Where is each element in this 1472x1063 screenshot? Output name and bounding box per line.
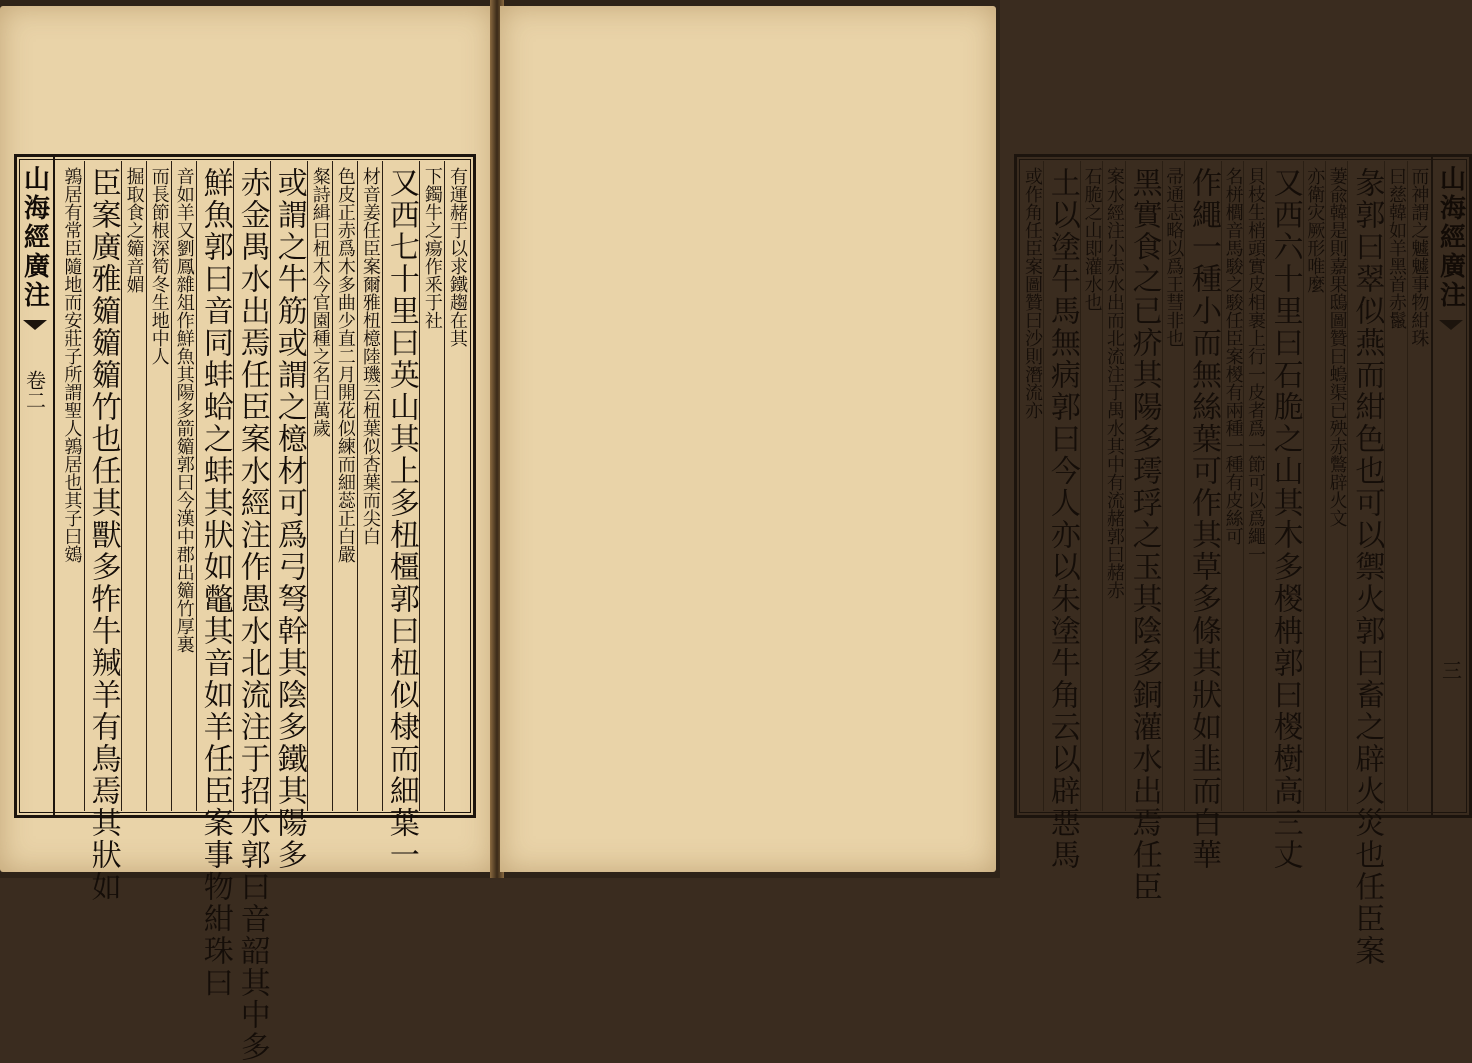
- folio-number: 三: [1438, 660, 1463, 680]
- text-column: [1043, 161, 1080, 871]
- text-column: [419, 161, 444, 811]
- text-column: [382, 161, 419, 871]
- right-page: [500, 6, 1466, 967]
- column-text: 或謂之牛筋或謂之檍材可爲弓弩幹其陰多鐵其陽多: [271, 167, 307, 871]
- text-column: [1125, 161, 1162, 903]
- column-text: 色皮正赤爲木多曲少直二月開花似練而細蕊正白嚴: [334, 167, 356, 563]
- text-column: [444, 161, 469, 811]
- left-text-columns: [59, 161, 469, 1063]
- left-text-frame: [14, 154, 476, 1063]
- left-book-title: 山海經廣注: [19, 165, 50, 310]
- column-text: 赤金禺水出焉任臣案水經注作愚水北流注于招水郭曰音韶其中多: [234, 167, 270, 1063]
- text-column: [196, 161, 233, 999]
- text-column: [1221, 161, 1243, 811]
- column-text: 案水經注小赤水出而北流注于禺水其中有流赭郭曰赭赤: [1103, 167, 1125, 599]
- column-text: 音如羊又劉鳳雜俎作鮮魚其陽多箭䉋郭曰今漢中郡出䉋竹厚裏: [173, 167, 195, 653]
- column-text: 或作角任臣案圖贊曰沙則潛流亦: [1021, 167, 1043, 419]
- column-text: 有運赭于以求鐵趨在其: [446, 167, 468, 347]
- column-text: 亦衛灾厥形唯麼: [1304, 167, 1326, 293]
- text-column: [121, 161, 146, 811]
- text-column: [1407, 161, 1429, 811]
- left-page: [0, 6, 494, 1063]
- column-text: 名栟櫚音馬駿之駿任臣案椶有兩種一種有皮絲可: [1222, 167, 1244, 545]
- column-text: 粲詩緝曰杻木今官園種之名曰萬歲: [309, 167, 331, 437]
- column-text: 鶉居有常臣隨地而安莊子所謂聖人鶉居也其子曰鴳: [61, 167, 83, 563]
- text-column: [1080, 161, 1102, 811]
- text-column: [1384, 161, 1406, 811]
- text-column: [1347, 161, 1385, 967]
- right-text-frame: [1014, 154, 1472, 967]
- column-text: 黑實食之已疥其陽多㻬琈之玉其陰多銅灌水出焉任臣: [1126, 167, 1162, 903]
- left-page-center-margin: [17, 157, 55, 815]
- text-column: [1102, 161, 1124, 811]
- fishtail-ornament: [23, 320, 47, 330]
- column-text: 掘取食之䉋音媚: [123, 167, 145, 293]
- text-column: [1325, 161, 1347, 811]
- column-text: 下鐲牛之瘍作釆于社: [421, 167, 443, 329]
- text-column: [307, 161, 332, 811]
- text-column: [270, 161, 307, 871]
- text-column: [357, 161, 382, 811]
- text-column: [1162, 161, 1184, 811]
- text-column: [1266, 161, 1303, 871]
- text-column: [84, 161, 121, 903]
- column-text: 曰慈韓如羊黑首赤鬣: [1385, 167, 1407, 329]
- column-text: 彖郭曰翠似燕而紺色也可以禦火郭曰畜之辟火災也任臣案: [1349, 167, 1385, 967]
- text-column: [146, 161, 171, 811]
- right-book-title: 山海經廣注: [1435, 165, 1466, 310]
- text-column: [1021, 161, 1043, 811]
- column-text: 帚通志略以爲王彗非也: [1163, 167, 1185, 347]
- text-column: [233, 161, 270, 1063]
- right-text-columns: [1021, 161, 1430, 967]
- right-page-center-margin: [1431, 157, 1469, 815]
- column-text: 作繩一種小而無絲葉可作其草多條其狀如韭而白華: [1185, 167, 1221, 871]
- fishtail-ornament: [1439, 320, 1463, 330]
- column-text: 而長節根深筍冬生地中人: [148, 167, 170, 365]
- column-text: 又西六十里曰石脆之山其木多椶柟郭曰椶樹高三丈: [1267, 167, 1303, 871]
- text-column: [1184, 161, 1221, 871]
- text-column: [1303, 161, 1325, 811]
- column-text: 鮮魚郭曰音同蚌蛤之蚌其狀如鼈其音如羊任臣案事物紺珠曰: [197, 167, 233, 999]
- column-text: 萋兪韓是則嘉果鴟圖贊曰螐渠已殃赤鷩辟火文: [1326, 167, 1348, 527]
- column-text: 而神謂之魖魖事物紺珠: [1408, 167, 1430, 347]
- text-column: [171, 161, 196, 811]
- text-column: [1243, 161, 1265, 811]
- column-text: 又西七十里曰英山其上多杻橿郭曰杻似棣而細葉一: [383, 167, 419, 871]
- column-text: 土以塗牛馬無病郭曰今人亦以朱塗牛角云以辟惡馬: [1044, 167, 1080, 871]
- column-text: 貝枝生梢頭實皮相裹上行一皮者爲一節可以爲繩一: [1244, 167, 1266, 563]
- volume-label: 卷二: [22, 370, 47, 410]
- column-text: 石脆之山即灌水也: [1081, 167, 1103, 311]
- text-column: [332, 161, 357, 811]
- column-text: 臣案廣雅䉋䉋䉋竹也任其獸多㸲牛羬羊有鳥焉其狀如: [85, 167, 121, 903]
- text-column: [59, 161, 84, 811]
- column-text: 材音姜任臣案爾雅杻檍陸璣云杻葉似杏葉而尖白: [359, 167, 381, 545]
